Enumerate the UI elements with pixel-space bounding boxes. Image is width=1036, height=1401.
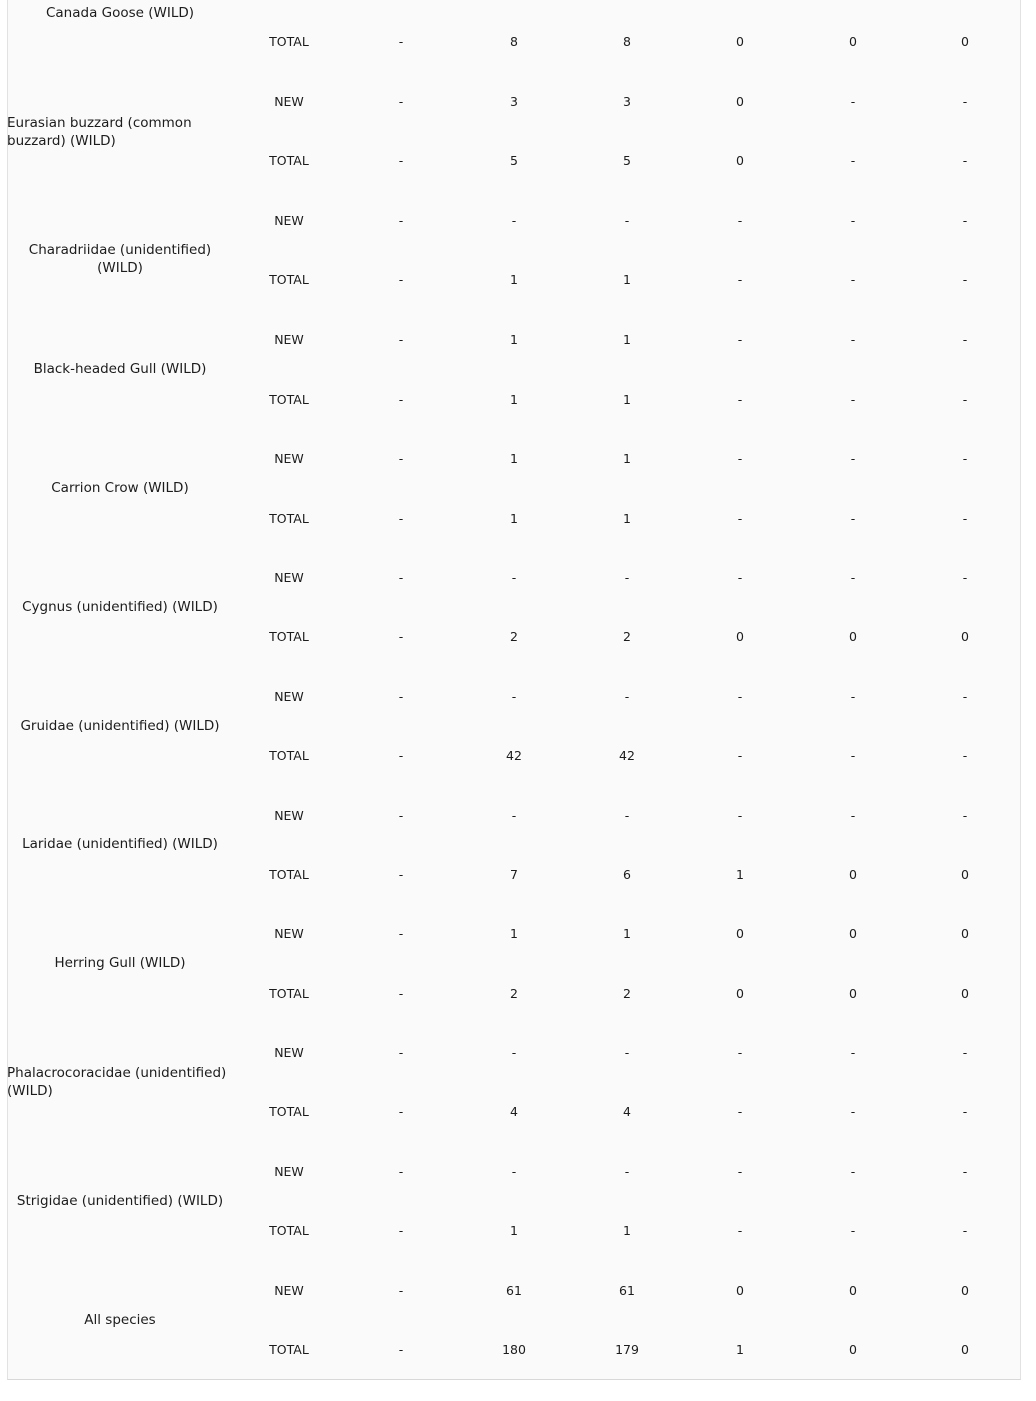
table-cell: - <box>962 94 968 109</box>
table-cell: 0 <box>849 867 857 882</box>
table-row <box>0 391 1036 409</box>
species-name: Canada Goose (WILD) <box>45 5 195 21</box>
table-cell: - <box>962 451 968 466</box>
species-group <box>0 0 1036 49</box>
table-cell: - <box>398 1164 404 1179</box>
table-row <box>0 688 1036 706</box>
species-group <box>0 93 1036 212</box>
table-cell: - <box>398 272 404 287</box>
table-row <box>0 807 1036 825</box>
species-name: Herring Gull (WILD) <box>54 955 186 971</box>
table-row <box>0 1103 1036 1121</box>
table-cell: 0 <box>961 867 969 882</box>
species-group <box>0 925 1036 1044</box>
table-cell: 0 <box>961 34 969 49</box>
table-cell: - <box>511 808 517 823</box>
species-group <box>0 1044 1036 1163</box>
table-cell: - <box>398 570 404 585</box>
species-name: Laridae (unidentified) (WILD) <box>22 836 218 852</box>
table-cell: 0 <box>849 926 857 941</box>
row-type-label: NEW <box>274 94 304 109</box>
table-cell: 1 <box>510 1223 518 1238</box>
table-cell: 8 <box>623 34 631 49</box>
table-cell: - <box>962 1164 968 1179</box>
table-cell: 0 <box>961 1342 969 1357</box>
row-type-label: NEW <box>274 451 304 466</box>
table-cell: 0 <box>736 986 744 1001</box>
table-row <box>0 1222 1036 1240</box>
table-cell: - <box>398 94 404 109</box>
table-cell: - <box>962 570 968 585</box>
table-cell: - <box>398 808 404 823</box>
table-cell: - <box>962 272 968 287</box>
table-cell: - <box>850 1164 856 1179</box>
table-cell: - <box>962 748 968 763</box>
table-cell: - <box>737 332 743 347</box>
table-cell: - <box>737 511 743 526</box>
row-type-label: NEW <box>274 689 304 704</box>
table-cell: - <box>962 689 968 704</box>
table-cell: 61 <box>619 1283 635 1298</box>
table-cell: - <box>511 1164 517 1179</box>
table-cell: 0 <box>849 986 857 1001</box>
table-cell: 1 <box>510 392 518 407</box>
table-cell: - <box>398 1283 404 1298</box>
table-cell: 3 <box>510 94 518 109</box>
table-cell: - <box>850 153 856 168</box>
row-type-label: TOTAL <box>269 153 309 168</box>
table-cell: - <box>624 213 630 228</box>
table-cell: 2 <box>510 629 518 644</box>
table-cell: - <box>398 332 404 347</box>
species-name: Phalacrocoracidae (unidentified) (WILD) <box>7 1065 227 1099</box>
table-cell: 1 <box>623 451 631 466</box>
species-group <box>0 569 1036 688</box>
row-type-label: TOTAL <box>269 1223 309 1238</box>
table-row <box>0 628 1036 646</box>
table-cell: - <box>737 1104 743 1119</box>
table-cell: - <box>850 272 856 287</box>
row-type-label: TOTAL <box>269 1342 309 1357</box>
table-cell: 5 <box>623 153 631 168</box>
table-cell: - <box>624 808 630 823</box>
row-type-label: NEW <box>274 1164 304 1179</box>
species-name: Gruidae (unidentified) (WILD) <box>20 718 220 734</box>
table-cell: - <box>737 1223 743 1238</box>
table-cell: - <box>962 808 968 823</box>
table-cell: - <box>850 689 856 704</box>
species-group <box>0 450 1036 569</box>
table-cell: 1 <box>623 511 631 526</box>
table-cell: - <box>737 689 743 704</box>
table-cell: 2 <box>623 629 631 644</box>
row-type-label: TOTAL <box>269 392 309 407</box>
row-type-label: NEW <box>274 332 304 347</box>
table-cell: - <box>737 272 743 287</box>
table-row <box>0 450 1036 468</box>
table-cell: - <box>737 451 743 466</box>
table-cell: - <box>737 213 743 228</box>
table-row <box>0 33 1036 51</box>
row-type-label: TOTAL <box>269 34 309 49</box>
table-cell: - <box>624 1164 630 1179</box>
table-row <box>0 93 1036 111</box>
species-group <box>0 688 1036 807</box>
table-cell: - <box>398 392 404 407</box>
row-type-label: NEW <box>274 1283 304 1298</box>
table-cell: - <box>398 34 404 49</box>
species-name: All species <box>84 1312 156 1328</box>
species-group <box>0 212 1036 331</box>
table-cell: 4 <box>623 1104 631 1119</box>
row-type-label: TOTAL <box>269 272 309 287</box>
row-type-label: TOTAL <box>269 511 309 526</box>
row-type-label: TOTAL <box>269 986 309 1001</box>
table-cell: - <box>962 1223 968 1238</box>
table-cell: - <box>962 511 968 526</box>
table-row <box>0 212 1036 230</box>
species-name: Black-headed Gull (WILD) <box>33 361 207 377</box>
table-cell: - <box>511 570 517 585</box>
table-cell: 1 <box>623 1223 631 1238</box>
table-cell: - <box>511 213 517 228</box>
table-row <box>0 1044 1036 1062</box>
table-cell: - <box>962 1104 968 1119</box>
table-cell: - <box>850 392 856 407</box>
table-row <box>0 1341 1036 1359</box>
table-cell: - <box>398 867 404 882</box>
table-cell: 0 <box>736 153 744 168</box>
table-cell: 179 <box>615 1342 639 1357</box>
table-cell: 1 <box>623 392 631 407</box>
table-cell: 180 <box>502 1342 526 1357</box>
table-cell: 0 <box>849 34 857 49</box>
table-cell: - <box>624 689 630 704</box>
table-cell: 1 <box>623 926 631 941</box>
table-cell: - <box>850 213 856 228</box>
table-row <box>0 510 1036 528</box>
table-cell: - <box>962 153 968 168</box>
row-type-label: NEW <box>274 1045 304 1060</box>
row-type-label: TOTAL <box>269 748 309 763</box>
species-name: Charadriidae (unidentified) (WILD) <box>28 242 212 276</box>
table-cell: - <box>850 808 856 823</box>
table-cell: 0 <box>849 1283 857 1298</box>
table-cell: - <box>737 1045 743 1060</box>
table-cell: 0 <box>961 629 969 644</box>
table-cell: - <box>511 689 517 704</box>
table-cell: 1 <box>510 511 518 526</box>
table-cell: 0 <box>961 926 969 941</box>
table-cell: - <box>850 748 856 763</box>
table-cell: 2 <box>623 986 631 1001</box>
table-cell: - <box>737 570 743 585</box>
row-type-label: TOTAL <box>269 1104 309 1119</box>
table-cell: - <box>624 570 630 585</box>
table-row <box>0 985 1036 1003</box>
table-cell: - <box>398 153 404 168</box>
species-name: Cygnus (unidentified) (WILD) <box>22 599 218 615</box>
species-group <box>0 807 1036 926</box>
table-cell: - <box>850 1104 856 1119</box>
table-cell: 0 <box>736 629 744 644</box>
table-cell: 1 <box>623 332 631 347</box>
table-row <box>0 569 1036 587</box>
table-row <box>0 866 1036 884</box>
table-row <box>0 925 1036 943</box>
table-cell: - <box>962 213 968 228</box>
table-cell: - <box>962 332 968 347</box>
table-cell: - <box>962 1045 968 1060</box>
table-row <box>0 1282 1036 1300</box>
table-cell: 8 <box>510 34 518 49</box>
table-cell: 1 <box>510 332 518 347</box>
table-cell: 1 <box>736 1342 744 1357</box>
table-cell: 1 <box>736 867 744 882</box>
table-cell: - <box>737 808 743 823</box>
table-cell: - <box>398 986 404 1001</box>
table-cell: - <box>398 748 404 763</box>
table-cell: 2 <box>510 986 518 1001</box>
table-cell: 3 <box>623 94 631 109</box>
table-cell: - <box>398 451 404 466</box>
table-cell: - <box>850 94 856 109</box>
table-cell: - <box>398 511 404 526</box>
table-cell: - <box>737 1164 743 1179</box>
table-cell: - <box>850 511 856 526</box>
table-cell: - <box>850 1223 856 1238</box>
table-cell: - <box>850 570 856 585</box>
table-cell: 1 <box>510 926 518 941</box>
table-cell: 0 <box>736 34 744 49</box>
table-cell: 0 <box>736 94 744 109</box>
table-cell: 1 <box>623 272 631 287</box>
table-cell: - <box>398 1104 404 1119</box>
row-type-label: NEW <box>274 570 304 585</box>
table-cell: - <box>398 1223 404 1238</box>
table-cell: 4 <box>510 1104 518 1119</box>
table-row <box>0 152 1036 170</box>
table-cell: 0 <box>849 1342 857 1357</box>
table-cell: - <box>850 332 856 347</box>
row-type-label: NEW <box>274 808 304 823</box>
table-cell: 1 <box>510 272 518 287</box>
table-row <box>0 271 1036 289</box>
table-row <box>0 1163 1036 1181</box>
species-name: Eurasian buzzard (common buzzard) (WILD) <box>7 115 192 149</box>
table-cell: 42 <box>506 748 522 763</box>
table-cell: - <box>850 451 856 466</box>
table-cell: - <box>737 392 743 407</box>
table-cell: - <box>398 689 404 704</box>
row-type-label: NEW <box>274 926 304 941</box>
table-cell: 0 <box>961 1283 969 1298</box>
row-type-label: TOTAL <box>269 867 309 882</box>
table-cell: - <box>850 1045 856 1060</box>
species-name: Carrion Crow (WILD) <box>51 480 189 496</box>
species-name: Strigidae (unidentified) (WILD) <box>16 1193 224 1209</box>
table-cell: - <box>624 1045 630 1060</box>
table-cell: - <box>398 1045 404 1060</box>
species-group <box>0 1163 1036 1282</box>
table-cell: 7 <box>510 867 518 882</box>
table-cell: 0 <box>736 926 744 941</box>
table-cell: 61 <box>506 1283 522 1298</box>
table-row <box>0 331 1036 349</box>
table-cell: - <box>737 748 743 763</box>
table-cell: 0 <box>961 986 969 1001</box>
table-cell: - <box>398 213 404 228</box>
table-cell: - <box>398 926 404 941</box>
row-type-label: TOTAL <box>269 629 309 644</box>
table-row <box>0 747 1036 765</box>
table-cell: 1 <box>510 451 518 466</box>
table-cell: 42 <box>619 748 635 763</box>
table-cell: 0 <box>849 629 857 644</box>
table-cell: 6 <box>623 867 631 882</box>
species-group <box>0 1282 1036 1401</box>
species-group <box>0 331 1036 450</box>
table-cell: - <box>511 1045 517 1060</box>
table-cell: 0 <box>736 1283 744 1298</box>
table-cell: - <box>398 629 404 644</box>
table-cell: - <box>962 392 968 407</box>
table-cell: 5 <box>510 153 518 168</box>
table-cell: - <box>398 1342 404 1357</box>
row-type-label: NEW <box>274 213 304 228</box>
